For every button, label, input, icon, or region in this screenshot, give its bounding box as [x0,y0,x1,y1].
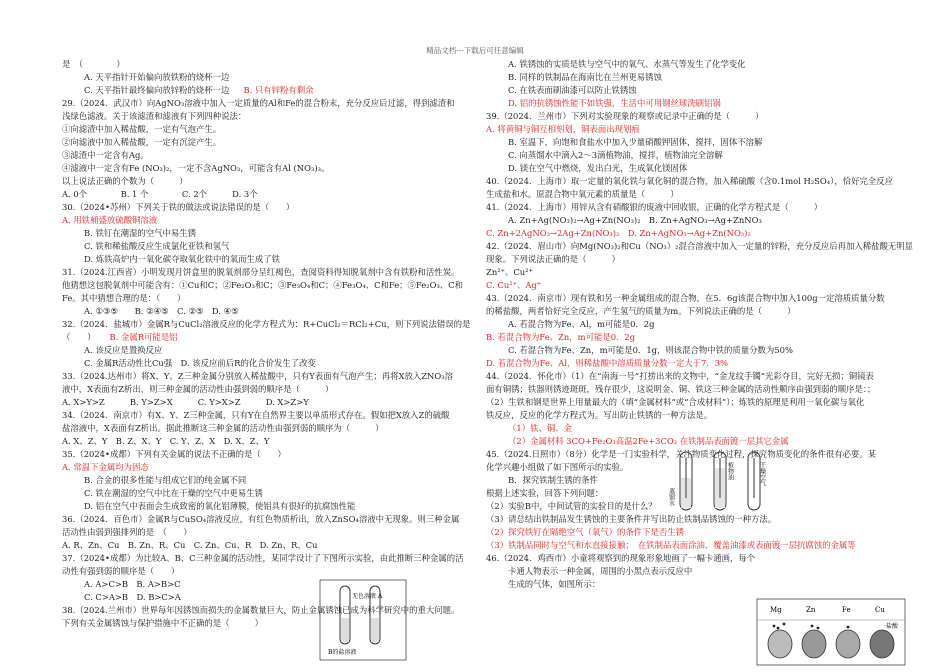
right-line [486,188,896,201]
left-line-text: ④滤液中一定含有Fe (NO₃)₂，一定不含AgNO₃，可能含有Al (NO₃)₃。 [62,163,330,173]
right-line-text: （3）请总结出铁制品发生锈蚀的主要条件并写出防止铁制品锈蚀的一种方法。 [486,514,777,524]
right-line [486,422,896,435]
right-line-text: 43.（2024．南京市）现有铁和另一种金属组成的混合物，在5．6g该混合物中加入100g一定溶质质量分数 [486,293,885,303]
left-line [62,136,482,149]
right-line-text: C. Zn+2AgNO₃→2Ag+Zn(NO₃)₂ D. Zn+AgNO₃→Ag+Zn(NO₃)₂ [486,228,751,238]
right-line-text: 40.（2024．上海市）取一定量的氧化铁与氧化铜的混合物，加入稀硫酸（含0.1mol H₂SO₄），恰好完全反应 [486,176,893,186]
left-line-text: 36.（2024．百色市）金属R与CuSO₄溶液反应，有红色物质析出，放入ZnSO₄溶液中无现象。则三种金属 [62,514,460,524]
right-line [486,214,896,227]
right-line-text: B. 若混合物为Fe、Zn，m可能是0．2g [486,332,636,342]
right-line [486,240,913,253]
left-line [62,292,482,305]
fig46-label-zn: Zn [806,606,816,614]
left-line [62,214,482,227]
right-line-text: D. 铝的抗锈蚀性能不如铁强，生活中可用钢丝球洗刷铝锅 [508,98,721,108]
right-line-text: C. Cu²⁺、Ag⁺ [486,280,542,290]
right-line-text: A. 铁锈蚀的实质是铁与空气中的氧气、水蒸气等发生了化学变化 [508,59,746,69]
right-line-text: B. 同样的铁制品在海南比在兰州更易锈蚀 [508,72,662,82]
left-line-text: 38.（2024.兰州市）世界每年因锈蚀而损失的金属数量巨大，防止金属锈蚀已成为科学研究中的重大问题。 [62,605,460,615]
right-line-text: 根据上述实验，回答下列问题： [486,488,604,498]
right-line [486,526,896,539]
right-line-text: （2）生铁和钢是世界上用量最大的（填“金属材料”或“合成材料”）；炼铁的原理是利用一氧化碳与氧化 [486,397,865,407]
right-line-text: 化学兴趣小组做了如下图所示的实验。 [486,462,629,472]
fig45-label-water: 蒸馏水 [667,488,675,506]
left-line [62,604,482,617]
right-line [486,71,896,84]
left-line [62,344,482,357]
right-line [486,279,896,292]
left-line [62,487,482,500]
right-line-text: （3）铁制品同时与空气和水直接接触； 在铁制品表面涂油、覆盖油漆或表面镀一层抗腐蚀的金属等 [486,540,856,550]
right-line-text: C. 在铁表面刷油漆可以防止铁锈蚀 [508,85,637,95]
left-line [62,539,482,552]
right-line-text: 46.（2024．鸡西市）小童将观察到的现象形象地画了一幅卡通画，每个 [486,553,756,563]
right-line [486,370,896,383]
right-line [486,409,896,422]
left-line-text: A. 0个 B. 1 个 C. 2个 D. 3个 [62,189,258,199]
right-line [486,383,896,396]
right-line-text: C. 向蒸馏水中滴入2～3滴植物油，搅拌，植物油完全溶解 [508,150,723,160]
right-line [486,227,896,240]
right-line [486,305,896,318]
left-line [62,58,482,71]
right-line-text: D. 镁在空气中燃烧，发出白光，生成氧化镁固体 [508,163,688,173]
right-line-text: A. 若混合物为Fe、Al，m可能是0．2g [508,319,655,329]
fig46-label-mg: Mg [770,606,782,614]
right-line-text: （2）实验B中，中间试管的实验目的是什么？ [486,501,657,511]
right-line-text: （1）铁、铜、金 [508,423,572,433]
right-line-text: 生成的气体，如图所示： [508,579,601,589]
left-line [62,422,482,435]
left-line-text: B. 合金的很多性能与组成它们的纯金属不同 [84,475,247,485]
right-line [486,357,896,370]
right-line-text: 41.（2024．上海市）用锌从含有硝酸银的废液中回收银，正确的化学方程式是（ ） [486,202,823,212]
left-line [62,84,482,97]
fig46-label-cu: Cu [875,606,885,614]
left-line-text: C. 天平指针最终偏向放锌粉的烧杯一边 [84,85,230,95]
right-line-text: 卡通人物表示一种金属，周围的小黑点表示反应中 [508,566,693,576]
left-line [62,110,482,123]
right-line-text: 面有铜锈；铁器则锈迹斑斑，残存很少，这说明金、铜、铁这三种金属的活动性顺序由强到弱的顺序是：； [486,384,876,394]
left-line-text: A. X、Z、Y B. Z、X、Y C. Y、Z、X D. X、Z、Y [62,436,270,446]
left-line-text: C. 铁在潮湿的空气中比在干燥的空气中更易生锈 [84,488,263,498]
right-line [486,84,896,97]
left-line-text: B. 铁钉在潮湿的空气中易生锈 [84,228,196,238]
left-line-answer: B. 只有锌粉有剩余 [243,85,314,95]
left-line [62,513,482,526]
right-line-text: 39.（2024．兰州市）下列对实验现象的观察或记录中正确的是（ ） [486,111,764,121]
right-line [486,175,896,188]
left-line [62,474,482,487]
left-line-text: A. 天平指针开始偏向放铁粉的烧杯一边 [84,72,230,82]
q45-rust-experiment-figure [667,448,780,518]
left-line [62,461,482,474]
fig37-label-a: 无色溶液 A [352,593,383,600]
left-line-text: ③滤渣中一定含有Ag。 [62,150,149,160]
right-line [486,266,896,279]
right-line-text: Zn²⁺、Cu²⁺ [486,267,533,277]
left-line [62,279,482,292]
left-line-text: 下列有关金属锈蚀与保护措施中不正确的是（ ） [62,618,263,628]
fig37-label-b: B的盐溶液 [328,649,357,656]
right-line [486,565,896,578]
right-line [486,539,896,552]
left-line [62,591,482,604]
left-line [62,435,482,448]
left-line [62,305,482,318]
left-line [62,396,482,409]
left-line [62,227,482,240]
right-line [486,552,896,565]
left-line-text: A. R、Zn、Cu B. Zn、R、Cu C. Zn、Cu、R D. Zn、R、Cu [62,540,318,550]
left-line [62,188,482,201]
left-line-text: 34.（2024．南京市）有X、Y、Z三种金属，只有Y在自然界主要以单质形式存在。假如把X放入Z的硫酸 [62,410,450,420]
left-line-text: D. 炼铁高炉内一氧化碳夺取氧化铁中的氧而生成了铁 [84,254,280,264]
left-line [62,578,482,591]
left-line-text: Fe。其中猜想合理的是：（ ） [62,293,186,303]
left-line [62,552,482,565]
fig46-label-acid: 盐酸 [886,623,899,630]
right-line [486,318,896,331]
left-line-text: C. C>A>B D. B>C>A [84,592,181,602]
left-line [62,71,482,84]
right-line-text: B. 室温下，向饱和食盐水中加入少量硝酸钾固体，搅拌，固体不溶解 [508,137,763,147]
right-line-text: （2）金属材料 3CO+Fe₂O₃高温2Fe+3CO₂ 在铁制品表面镀一层其它金属 [508,436,789,446]
left-line [62,448,482,461]
right-line-text: 铁反应，反应的化学方程式为。写出防止铁锈的一种方法是。 [486,410,713,420]
fig45-label-air: 干燥空气 [758,462,766,486]
left-line [62,318,482,331]
left-line-text: C. 金属R活动性比Cu强 D. 该反应前后R的化合价发生了改变 [84,358,316,368]
left-line [62,175,482,188]
right-line [486,136,896,149]
right-line [486,253,896,266]
left-line [62,565,482,578]
left-line-text: A. A>C>B B. A>B>C [84,579,181,589]
left-line-text: 他猜想这包脱氧剂中可能含有：①Cu和C；②Fe₂O₃和C；③Fe₃O₄和C；④Fe₃O₄、C和Fe；⑤Fe₂O₃、C和 [62,280,463,290]
left-line-answer: B. 金属R可能是铝 [109,332,178,342]
left-line-text: 35.（2024•成都）下列有关金属的说法不正确的是（ ） [62,449,286,459]
right-line-text: 45.（2024.日照市）（8分）化学是一门实验科学，关注物质变化过程，探究物质变化的条件很有必要。某 [486,449,877,459]
left-line [62,409,482,422]
left-line [62,357,482,370]
left-line-text: 32.（2024．盐城市）金属R与CuCl₂溶液反应的化学方程式为：R+CuCl₂＝RCl₂+Cu，则下列说法错误的是 [62,319,471,329]
left-line-text: ①向滤渣中加入稀盐酸，一定有气泡产生。 [62,124,222,134]
right-line-text: D. 若混合物为Fe、Al，则稀盐酸中溶质质量分数一定大于7．3% [486,358,729,368]
right-line [486,97,896,110]
page-header: 精品文档---下载后可任意编辑 [426,46,524,55]
left-line-text: A. 常温下金属均为固态 [62,462,149,472]
right-line [486,578,896,591]
left-line-text: A. ①③⑤ B. ②④⑤ C. ②⑤ D. ④⑤ [84,306,239,316]
q46-cartoon-figure [756,598,906,666]
right-line-text: 42.（2024．眉山市）向Mg(NO₃)₂和Cu（NO₃）₂混合溶液中加入一定量的锌粉，充分反应后再加入稀盐酸无明显 [486,241,913,251]
fig45-label-oil: 植物油 [726,462,734,480]
left-line [62,253,482,266]
left-line-text: 浅绿色滤液。关于该滤渣和滤液有下列四种说法： [62,111,247,121]
right-line-text: 生成盐和水。原混合物中氧元素的质量是（ ） [486,189,679,199]
left-line-text: 是 （ ） [62,59,125,69]
left-line-text: 活动性由弱到强排列的是 （ ） [62,527,192,537]
left-line-text: 以上说法正确的个数为（ ） [62,176,188,186]
left-line-text: 29.（2024．武汉市）向AgNO₃溶液中加入一定质量的Al和Fe的混合粉末，充分反应后过滤，得到滤渣和 [62,98,455,108]
right-line-text: 44.（2024．怀化市）（1）在“南海一号”打捞出来的文物中，“金龙纹手镯”光彩夺目，完好无损；铜镜表 [486,371,874,381]
left-line [62,331,482,344]
right-line [486,123,896,136]
right-line [486,292,896,305]
left-line [62,370,482,383]
left-line-text: C. 铁和稀盐酸反应生成氯化亚铁和氢气 [84,241,230,251]
left-line-text: A. 用铁桶盛放硫酸铜溶液 [62,215,158,225]
left-line-text: 37.（2024•成都）为比较A、B、C三种金属的活动性，某同学设计了下图所示实验，由此推断三种金属的活 [62,553,464,563]
left-line [62,240,482,253]
left-line-text: ②向滤液中加入稀盐酸，一定有沉淀产生。 [62,137,222,147]
left-line-text: A. X>Y>Z B. Y>Z>X C. Y>X>Z D. X>Z>Y [62,397,309,407]
left-line [62,162,482,175]
right-line-text: C. 若混合物为Fe、Zn，m可能是0．1g，则该混合物中铁的质量分数为50% [508,345,793,355]
left-line [62,526,482,539]
right-line [486,58,896,71]
right-line [486,162,896,175]
right-line [486,435,896,448]
right-line-text: B．探究铁制生锈的条件 [508,475,598,485]
right-line [486,201,896,214]
q37-test-tube-figure [318,578,408,662]
left-line-text: 30.（2024•苏州）下列关于铁的做法或说法错误的是（ ） [62,202,295,212]
left-line-text: 液中，X表面有Z析出，则三种金属的活动性由强到弱的顺序是（ ） [62,384,334,394]
right-line [486,396,896,409]
right-line [486,331,896,344]
left-line-text: （ ） [62,332,96,342]
right-line-text: 现象。下列说法正确的是（ ） [486,254,620,264]
right-line-text: A. 将黄铜与铜互相刻划，铜表面出现划痕 [486,124,640,134]
right-line-text: 的稀盐酸，两者恰好完全反应，产生氢气的质量为m。下列说法正确的是（ ） [486,306,796,316]
left-line [62,383,482,396]
left-line-text: 33.（2024.达州市）将X、Y、Z三种金属分别放入稀盐酸中，只有Y表面有气泡产生；再将X放入ZNO₃溶 [62,371,453,381]
left-line-text: A. 该反应是置换反应 [84,345,163,355]
fig46-label-fe: Fe [842,606,851,614]
left-line-text: 动性有强到弱的顺序是（ ） [62,566,180,576]
left-line [62,266,482,279]
left-line-text: 盐溶液中，X表面有Z析出。据此推断这三种金属的活动性由强到弱的顺序为（ ） [62,423,384,433]
left-line [62,201,482,214]
right-line-text: A. Zn+Ag(NO₃)₂→Ag+Zn(NO₃)₂ B. Zn+AgNO₃→Ag+ZnNO₃ [508,215,762,225]
right-line [486,344,896,357]
right-line [486,149,896,162]
left-line-text: D. 铝在空气中表面会生成致密的氧化铝薄膜，使铝具有很好的抗腐蚀性能 [84,501,356,511]
right-line-text: （2）探究铁钉在隔绝空气（氧气）的条件下是否生锈 [486,527,684,537]
left-column [62,58,482,630]
left-line-text: 31.（2024.江西省）小明发现月饼盒里的脱氧剂部分呈红褐色，查阅资料得知脱氧剂中含有铁粉和活性炭。 [62,267,460,277]
left-line [62,97,482,110]
left-line [62,123,482,136]
left-line [62,500,482,513]
right-line [486,110,896,123]
left-line [62,617,482,630]
left-line [62,149,482,162]
